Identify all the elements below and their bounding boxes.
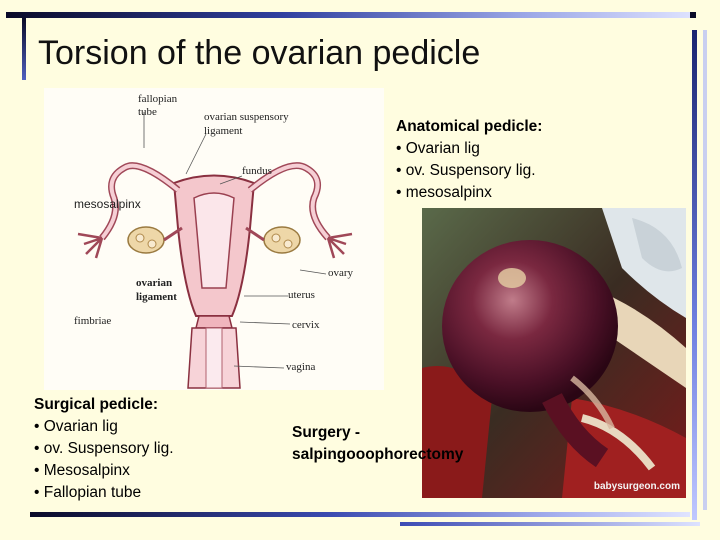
- anatomical-heading: Anatomical pedicle:: [396, 118, 543, 135]
- label-tube: tube: [138, 106, 157, 118]
- label-ovary: ovary: [328, 267, 354, 279]
- surgical-item: • Mesosalpinx: [34, 462, 130, 479]
- label-uterus: uterus: [288, 289, 315, 301]
- label-fundus: fundus: [242, 165, 272, 177]
- surgery-caption-line2: salpingooophorectomy: [292, 446, 464, 463]
- label-vagina: vagina: [286, 361, 316, 373]
- surgery-caption: [292, 422, 463, 466]
- label-ovarian-ligament: ligament: [136, 291, 177, 303]
- label-fallopian: fallopian: [138, 93, 178, 105]
- top-border-bar: [6, 12, 696, 18]
- top-border-bar-dark: [690, 12, 696, 18]
- uterus-anatomy-diagram: [44, 88, 384, 390]
- label-cervix: cervix: [292, 319, 320, 331]
- label-fimbriae: fimbriae: [74, 315, 112, 327]
- surgical-item: • ov. Suspensory lig.: [34, 440, 174, 457]
- right-border-bar-outer: [703, 30, 707, 510]
- label-ovarian: ovarian: [136, 277, 173, 289]
- label-mesosalpinx: mesosalpinx: [74, 197, 141, 211]
- bottom-border-bar-2: [400, 522, 700, 526]
- surgical-item: • Ovarian lig: [34, 418, 118, 435]
- surgery-caption-line1: Surgery -: [292, 424, 361, 441]
- bottom-border-bar: [30, 512, 690, 517]
- slide-title: Torsion of the ovarian pedicle: [38, 34, 481, 72]
- photo-watermark: babysurgeon.com: [593, 481, 680, 492]
- right-border-bar: [692, 30, 697, 520]
- anatomical-item: • Ovarian lig: [396, 140, 480, 157]
- anatomical-item: • mesosalpinx: [396, 184, 492, 201]
- label-ovarian-suspensory: ovarian suspensory: [204, 111, 289, 123]
- surgical-item: • Fallopian tube: [34, 484, 142, 501]
- anatomical-item: • ov. Suspensory lig.: [396, 162, 536, 179]
- left-border-bar: [22, 18, 26, 80]
- anatomical-pedicle-block: [396, 116, 542, 204]
- surgical-pedicle-block: [34, 394, 174, 504]
- label-suspensory-ligament: ligament: [204, 125, 243, 137]
- surgical-heading: Surgical pedicle:: [34, 396, 159, 413]
